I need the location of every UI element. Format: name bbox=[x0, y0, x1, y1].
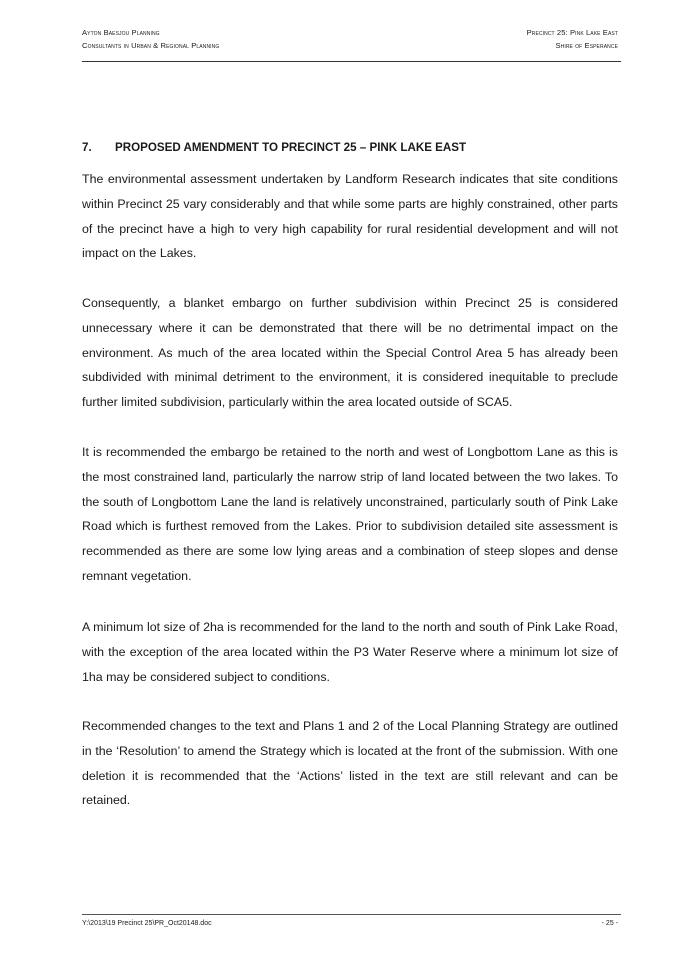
body-paragraph-3: It is recommended the embargo be retained to the north and west of Longbottom Lane as this is the most constrained land, particularly the narrow strip of land located between the two lakes. To the south of Longbottom Lane the land is relatively unconstrained, particularly south of Pink Lake Road which is furthest removed from the Lakes. Prior to subdivision detailed site assessment is recommended as there are some low lying areas and a combination of steep slopes and dense remnant vegetation. bbox=[82, 445, 618, 583]
page-header-right bbox=[527, 27, 618, 52]
section-heading bbox=[82, 141, 622, 155]
section-title: PROPOSED AMENDMENT TO PRECINCT 25 – PINK LAKE EAST bbox=[115, 141, 467, 154]
header-org-name: Ayton Baesjou Planning bbox=[82, 28, 160, 37]
header-org-tagline: Consultants in Urban & Regional Planning bbox=[82, 40, 220, 50]
header-shire: Shire of Esperance bbox=[555, 40, 618, 50]
header-divider bbox=[82, 61, 621, 62]
body-paragraph-5: Recommended changes to the text and Plans 1 and 2 of the Local Planning Strategy are outlined in the ‘Resolution’ to amend the Strategy which is located at the front of the submission. With one deletion it is recommended that the ‘Actions’ listed in the text are still relevant and can be retained. bbox=[82, 719, 618, 808]
body-paragraph-4: A minimum lot size of 2ha is recommended for the land to the north and south of Pink Lake Road, with the exception of the area located within the P3 Water Reserve where a minimum lot size of 1ha may be considered subject to conditions. bbox=[82, 620, 618, 684]
body-paragraph-2: Consequently, a blanket embargo on further subdivision within Precinct 25 is considered unnecessary where it can be demonstrated that there will be no detrimental impact on the environment. As much of the area located within the Special Control Area 5 has already been subdivided with minimal detriment to the environment, it is considered inequitable to preclude further limited subdivision, particularly within the area located outside of SCA5. bbox=[82, 296, 618, 410]
footer-divider bbox=[82, 914, 621, 915]
header-precinct: Precinct 25: Pink Lake East bbox=[526, 28, 618, 37]
footer-page-number: - 25 - bbox=[601, 920, 618, 927]
section-number: 7. bbox=[82, 141, 92, 154]
page-header-left bbox=[82, 27, 219, 52]
footer-file-path: Y:\2013\19 Precinct 25\PR_Oct20148.doc bbox=[82, 920, 212, 927]
body-paragraph-1: The environmental assessment undertaken by Landform Research indicates that site conditions within Precinct 25 vary considerably and that while some parts are highly constrained, other parts of the precinct have a high to very high capability for rural residential development and will not impact on the Lakes. bbox=[82, 172, 618, 261]
